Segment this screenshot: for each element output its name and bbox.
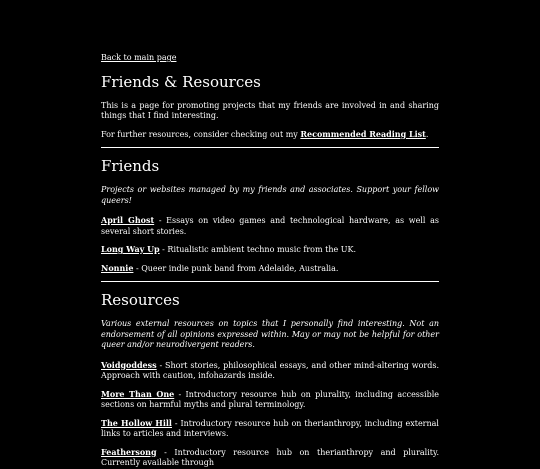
resources-heading: Resources [101,291,180,309]
resource-description: - Introductory resource hub on therianthropy, including external links to articles and interviews. [101,418,439,438]
further-resources-text [101,129,439,141]
friends-description: Projects or websites managed by my friends and associates. Support your fellow queers! [101,185,439,205]
friend-description: - Ritualistic ambient techno music from the UK. [159,245,357,254]
resource-description: - Short stories, philosophical essays, and other mind-altering words. Approach with caution, infohazards inside. [101,360,439,380]
resource-entry [101,447,439,469]
friend-entry [101,215,439,237]
page-title: Friends & Resources [101,72,261,91]
page-content [101,0,439,469]
resources-description: Various external resources on topics that I personally find interesting. Not an endorsement of all opinions expressed within. May or may not be helpful for other queer and/or neurodivergent readers. [101,319,439,349]
resource-entry [101,360,439,382]
divider [101,147,439,148]
friend-entry [101,263,439,275]
recommended-reading-link[interactable]: Recommended Reading List [300,128,426,139]
intro-text: This is a page for promoting projects that my friends are involved in and sharing things that I find interesting. [101,100,439,120]
resource-link[interactable]: Voidgoddess [101,359,157,370]
friend-link[interactable]: Long Way Up [101,244,160,254]
resource-entry [101,389,439,411]
resource-link[interactable]: The Hollow Hill [101,417,172,428]
resource-entry [101,418,439,440]
friend-link[interactable]: Nonnie [101,262,134,273]
friend-description: - Essays on video games and technological hardware, as well as several short stories. [101,216,439,236]
back-to-main-link[interactable]: Back to main page [101,53,177,62]
resource-description: - Introductory resource hub on therianthropy and plurality. Currently available through [101,447,439,467]
resource-link[interactable]: Feathersong [101,446,157,457]
divider [101,281,439,282]
friend-entry [101,244,439,256]
friend-description: - Queer indie punk band from Adelaide, Australia. [133,263,339,273]
friend-link[interactable]: April Ghost [101,215,155,225]
further-suffix: . [425,129,429,139]
friends-heading: Friends [101,157,160,175]
further-prefix: For further resources, consider checking out my [101,129,301,139]
resource-description: - Introductory resource hub on plurality, including accessible sections on harmful myths and plural terminology. [101,389,439,409]
resource-link[interactable]: More Than One [101,388,175,399]
